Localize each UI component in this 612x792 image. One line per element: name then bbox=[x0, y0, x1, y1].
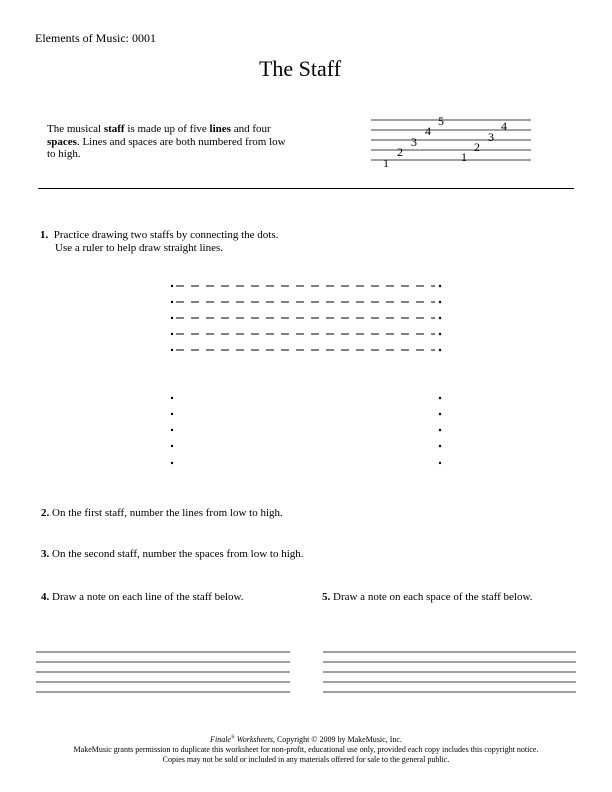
answer-staff-spaces[interactable] bbox=[323, 652, 576, 692]
question-4-number: 4. bbox=[41, 591, 50, 603]
space-number-4: 4 bbox=[501, 119, 507, 133]
intro-part-1: The musical bbox=[47, 123, 104, 135]
footer-copyright: , Copyright © 2009 by MakeMusic, Inc. bbox=[272, 735, 402, 744]
intro-part-4: . Lines and spaces are both numbered from low to high. bbox=[47, 135, 286, 160]
footer-line-3: Copies may not be sold or included in any materials offered for sale to the general public. bbox=[162, 755, 450, 764]
intro-part-3: and four bbox=[230, 123, 271, 135]
space-number-1: 1 bbox=[461, 150, 467, 164]
line-number-3: 3 bbox=[411, 135, 417, 149]
answer-staff-lines[interactable] bbox=[36, 652, 290, 692]
question-3-text: On the second staff, number the spaces from low to high. bbox=[52, 548, 304, 560]
intro-part-2: is made up of five bbox=[124, 123, 210, 135]
footer-line-1 bbox=[0, 735, 612, 745]
intro-bold-lines: lines bbox=[209, 123, 231, 135]
footer-brand-2: Worksheets bbox=[234, 735, 273, 744]
question-2-text: On the first staff, number the lines from low to high. bbox=[52, 507, 283, 519]
line-number-2: 2 bbox=[397, 145, 403, 159]
question-2-number: 2. bbox=[41, 507, 50, 519]
question-1-text: Practice drawing two staffs by connecting the dots. bbox=[53, 229, 279, 241]
footer-line-2: MakeMusic grants permission to duplicate this worksheet for non-profit, educational use only, provided each copy includes this copyright notice. bbox=[73, 745, 539, 754]
copyright-footer bbox=[0, 735, 612, 765]
question-5-text: Draw a note on each space of the staff below. bbox=[333, 591, 533, 603]
intro-bold-spaces: spaces bbox=[47, 135, 77, 148]
space-number-2: 2 bbox=[474, 140, 480, 154]
line-number-5: 5 bbox=[438, 114, 444, 128]
worksheet-header: Elements of Music: 0001 bbox=[35, 31, 156, 45]
question-4-text: Draw a note on each line of the staff below. bbox=[52, 591, 244, 603]
question-1-subtext: Use a ruler to help draw straight lines. bbox=[55, 242, 224, 254]
line-number-1: 1 bbox=[383, 156, 389, 170]
footer-brand: Finale bbox=[210, 735, 231, 744]
page-title: The Staff bbox=[258, 56, 342, 81]
footer-reg-mark: ® bbox=[230, 735, 235, 741]
line-number-4: 4 bbox=[425, 124, 431, 138]
question-5-number: 5. bbox=[322, 591, 331, 603]
question-3-number: 3. bbox=[41, 548, 50, 560]
space-number-3: 3 bbox=[488, 130, 494, 144]
intro-bold-staff: staff bbox=[103, 123, 125, 135]
question-1-number: 1. bbox=[40, 229, 49, 241]
